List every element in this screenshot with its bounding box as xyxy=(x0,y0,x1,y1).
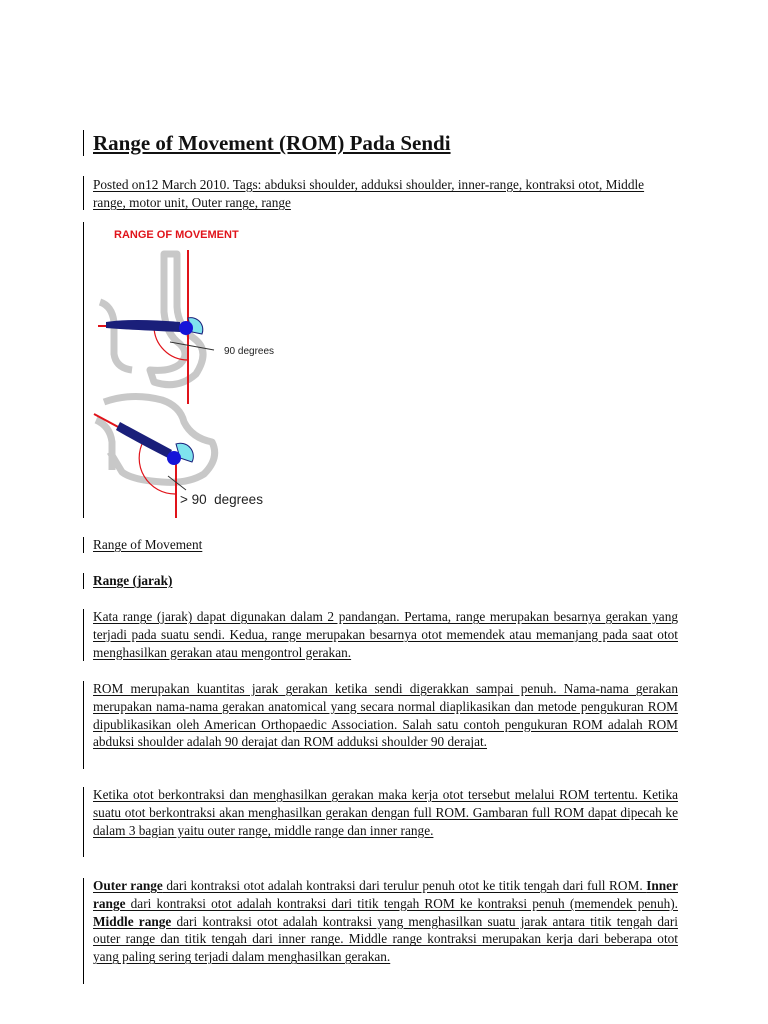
term-middle-range: Middle range xyxy=(93,913,172,929)
term-inner-range: Inner range xyxy=(93,878,678,911)
text-middle-range: dari kontraksi otot adalah kontraksi yang menghasilkan suatu jarak antara titik tengah dari outer range dan titik tengah dari inner range. Middle range kontraksi merupakan kerja dari beberapa otot yang paling sering terjadi dalam menghasilkan gerakan. xyxy=(93,913,679,965)
paragraph-range-definition: Kata range (jarak) dapat digunakan dalam 2 pandangan. Pertama, range merupakan besarnya gerakan yang terjadi pada suatu sendi. Kedua, range merupakan besarnya otot memendek atau memanjang pada saat otot menghasilkan gerakan atau mengontrol gerakan. xyxy=(93,609,678,660)
section-heading-range: Range (jarak) xyxy=(93,573,173,588)
paragraph-range-types xyxy=(93,877,678,966)
joint-head-top xyxy=(179,321,193,335)
torso-outline-top xyxy=(100,302,132,370)
torso-outline-bottom xyxy=(96,420,112,470)
margin-bar-p2 xyxy=(83,681,84,769)
text-outer-range: dari kontraksi otot adalah kontraksi dari terulur penuh otot ke titik tengah dari full ROM. xyxy=(162,878,647,893)
margin-bar-heading xyxy=(83,573,84,589)
label-greater-than-90-degrees: > 90 degrees xyxy=(180,492,263,507)
text-inner-range: dari kontraksi otot adalah kontraksi dari titik tengah ROM ke kontraksi penuh (memendek penuh). xyxy=(125,895,678,911)
margin-bar-title xyxy=(83,130,84,156)
humerus-bottom xyxy=(116,422,172,458)
pointer-top xyxy=(170,342,214,350)
body-outline-bottom xyxy=(104,396,215,482)
margin-bar-p1 xyxy=(83,609,84,661)
margin-bar-figure xyxy=(83,222,84,518)
margin-bar-p3 xyxy=(83,787,84,857)
margin-bar-posted xyxy=(83,176,84,210)
paragraph-full-rom: Ketika otot berkontraksi dan menghasilkan gerakan maka kerja otot tersebut melalui ROM tertentu. Ketika suatu otot berkontraksi akan menghasilkan gerakan dengan full ROM. Gambaran full ROM dapat dipecah ke dalam 3 bagian yaitu outer range, middle range dan inner range. xyxy=(93,787,678,838)
label-90-degrees: 90 degrees xyxy=(224,346,275,357)
figure-caption: Range of Movement xyxy=(93,537,203,552)
joint-head-bottom xyxy=(167,451,181,465)
paragraph-rom-quantity: ROM merupakan kuantitas jarak gerakan ketika sendi digerakkan sampai penuh. Nama-nama gerakan merupakan nama-nama gerakan anatomical yang secara normal diaplikasikan dan metode pengukuran ROM dipublikasikan oleh American Orthopaedic Association. Salah satu contoh pengukuran ROM adalah ROM abduksi shoulder adalah 90 derajat dan ROM adduksi shoulder 90 derajat. xyxy=(93,681,678,750)
posted-tags-line[interactable]: Posted on12 March 2010. Tags: abduksi shoulder, adduksi shoulder, inner-range, kontraksi otot, Middle range, motor unit, Outer range, range xyxy=(93,177,645,210)
figure-heading: RANGE OF MOVEMENT xyxy=(114,229,239,241)
margin-bar-p4 xyxy=(83,878,84,984)
margin-bar-caption xyxy=(83,537,84,553)
post-title: Range of Movement (ROM) Pada Sendi xyxy=(93,131,451,155)
rom-figure xyxy=(92,222,292,518)
term-outer-range: Outer range xyxy=(93,878,163,893)
